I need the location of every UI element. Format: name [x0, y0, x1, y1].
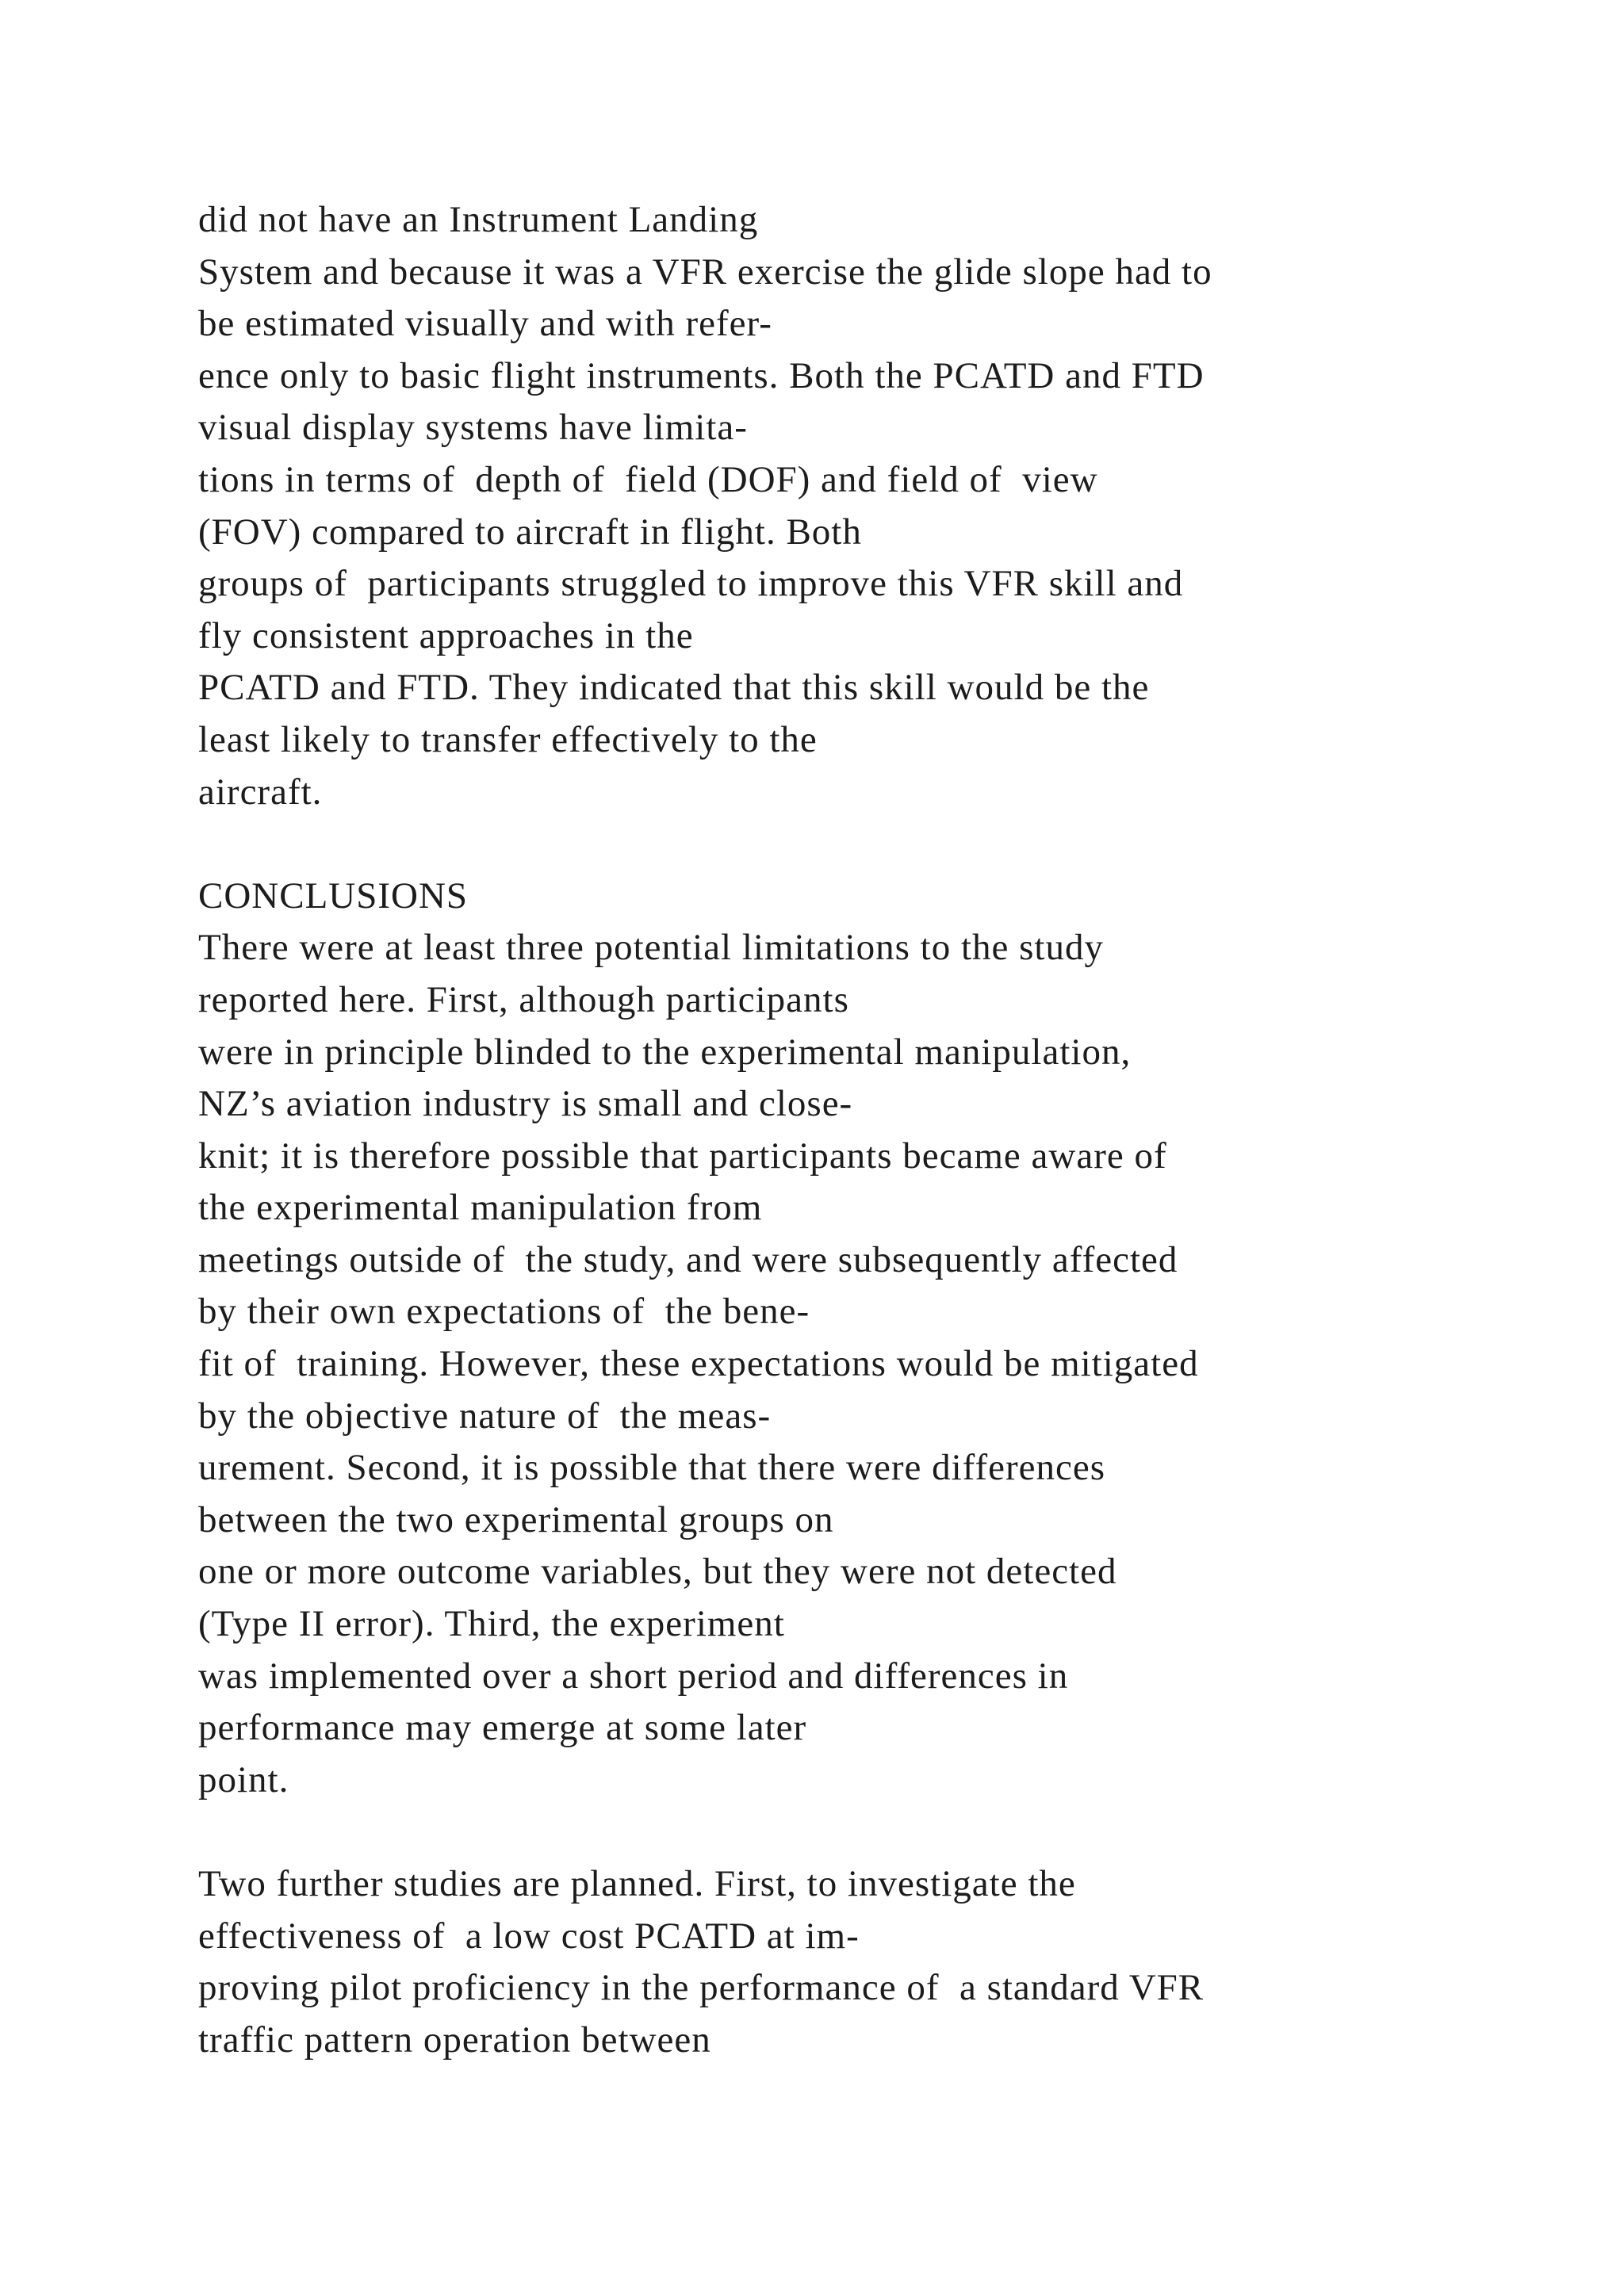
- text-line: groups of participants struggled to improve this VFR skill and: [198, 563, 1184, 605]
- text-line: point.: [198, 1758, 289, 1800]
- text-line: proving pilot proficiency in the performance of a standard VFR: [198, 1967, 1205, 2009]
- text-line: aircraft.: [198, 771, 323, 813]
- text-line: between the two experimental groups on: [198, 1498, 834, 1540]
- text-line: performance may emerge at some later: [198, 1707, 807, 1749]
- text-line: fit of training. However, these expectations would be mitigated: [198, 1343, 1199, 1385]
- paragraph-spacer: [198, 1806, 1594, 1858]
- text-line: knit; it is therefore possible that participants became aware of: [198, 1135, 1167, 1177]
- text-line: System and because it was a VFR exercise the glide slope had to: [198, 251, 1212, 293]
- text-line: were in principle blinded to the experimental manipulation,: [198, 1031, 1132, 1073]
- text-line: traffic pattern operation between: [198, 2019, 711, 2061]
- text-line: (Type II error). Third, the experiment: [198, 1603, 785, 1645]
- text-line: urement. Second, it is possible that there were differences: [198, 1447, 1105, 1489]
- text-line: There were at least three potential limitations to the study: [198, 927, 1104, 969]
- text-line: one or more outcome variables, but they were not detected: [198, 1551, 1117, 1593]
- paragraph-glide-slope: [198, 194, 1594, 818]
- paragraph-spacer: [198, 818, 1594, 871]
- section-heading: CONCLUSIONS: [198, 874, 469, 916]
- text-line: was implemented over a short period and differences in: [198, 1655, 1069, 1697]
- text-line: meetings outside of the study, and were subsequently affected: [198, 1238, 1178, 1280]
- paragraph-further-studies: [198, 1858, 1594, 2066]
- text-line: (FOV) compared to aircraft in flight. Both: [198, 511, 862, 553]
- text-line: be estimated visually and with refer-: [198, 303, 772, 345]
- text-line: ence only to basic flight instruments. Both the PCATD and FTD: [198, 354, 1205, 396]
- text-line: did not have an Instrument Landing: [198, 199, 759, 240]
- text-line: reported here. First, although participants: [198, 978, 849, 1020]
- paragraph-conclusions: [198, 871, 1594, 1807]
- text-line: least likely to transfer effectively to the: [198, 718, 818, 760]
- text-line: effectiveness of a low cost PCATD at im-: [198, 1915, 860, 1957]
- text-line: Two further studies are planned. First, to investigate the: [198, 1863, 1076, 1904]
- text-line: NZ’s aviation industry is small and close-: [198, 1083, 853, 1125]
- document-page: [198, 194, 1594, 2066]
- text-line: fly consistent approaches in the: [198, 614, 694, 656]
- text-line: the experimental manipulation from: [198, 1187, 763, 1229]
- text-line: by the objective nature of the meas-: [198, 1395, 772, 1437]
- text-line: PCATD and FTD. They indicated that this skill would be the: [198, 667, 1150, 709]
- text-line: by their own expectations of the bene-: [198, 1291, 810, 1333]
- text-line: visual display systems have limita-: [198, 407, 748, 449]
- text-line: tions in terms of depth of field (DOF) and field of view: [198, 458, 1098, 500]
